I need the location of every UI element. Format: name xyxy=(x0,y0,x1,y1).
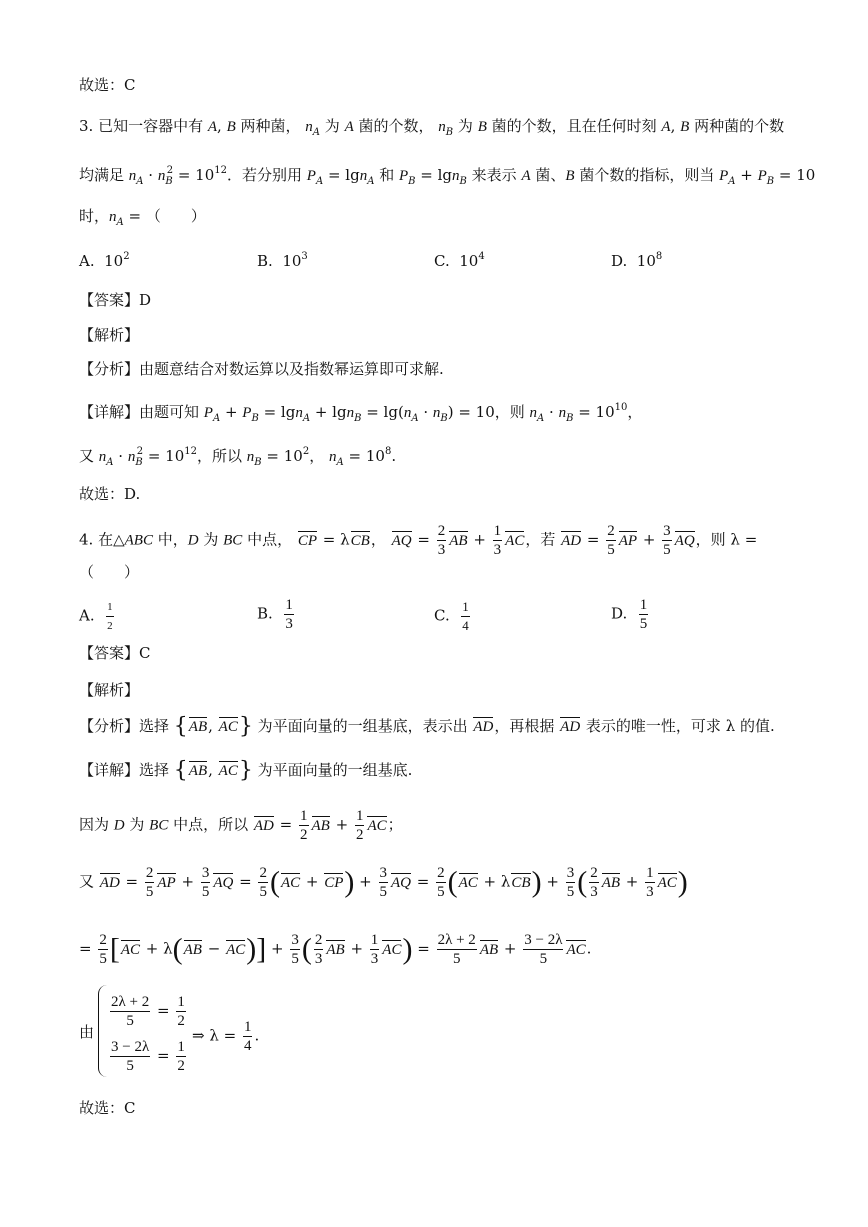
q3-analysis: 【分析】由题意结合对数运算以及指数幂运算即可求解. xyxy=(79,360,444,378)
q4-stem-line1: 4. 在△ABC 中，D 为 BC 中点， CP = λCB， AQ = $\frac{2}{3}$ AB + $\frac{1}{3}$ AC，若 AD = $\frac{2}{5}$ AP + $\frac{3}{5}$ AQ，则 λ = xyxy=(79,523,758,558)
q3-step2: 又 $n_A \cdot n_B^2 = 10^{12}$，所以 $n_B = 10^2$， $n_A = 10^8$. xyxy=(79,446,397,468)
q3-option-d: D. $10^8$ xyxy=(611,251,663,270)
q3-stem-line2: 均满足 $n_A \cdot n_B^2 = 10^{12}$．若分别用 $P_A = \lg n_A$ 和 $P_B = \lg n_B$ 来表示 A 菌、B 菌个数的指标，则当 $P_A + P_B = 10$ xyxy=(79,165,816,187)
q4-option-b: B. $\frac{1}{3}$ xyxy=(257,597,293,632)
q4-conclusion: 故选：C xyxy=(79,1099,136,1117)
q4-analysis: 【分析】选择 {AB, AC} 为平面向量的一组基底，表示出 AD，再根据 AD 表示的唯一性，可求 λ 的值. xyxy=(79,714,775,739)
q3-detail: 【详解】由题可知 $P_A + P_B = \lg n_A + \lg n_B = \lg(n_A \cdot n_B) = 10$，则 $n_A \cdot n_B = 10^{10}$， xyxy=(79,402,643,424)
q3-option-c: C. $10^4$ xyxy=(434,251,485,270)
q3-stem-line3: 时，$n_A$ = （ ） xyxy=(79,207,206,228)
q4-option-a: A. $\frac{1}{2}$ xyxy=(79,598,116,635)
q4-jiexi-heading: 【解析】 xyxy=(79,681,140,699)
q4-step2: 又 AD = $\frac{2}{5}$ AP + $\frac{3}{5}$ AQ = $\frac{2}{5}$ (AC + CP) + $\frac{3}{5}$ AQ = $\frac{2}{5}$ (AC + λCB) + $\frac{3}{5}$ ( $\frac{2}{3}$ AB + $\frac{1}{3}$ AC) xyxy=(79,865,688,900)
q3-jiexi-heading: 【解析】 xyxy=(79,326,140,344)
q4-answer: 【答案】C xyxy=(79,644,151,662)
q3-stem-line1: 3. 已知一容器中有 A, B 两种菌， $n_A$ 为 A 菌的个数， $n_B$ 为 B 菌的个数，且在任何时刻 A, B 两种菌的个数 xyxy=(79,117,785,138)
q4-eq1: $\frac{2\lambda + 2}{5}$ = $\frac{1}{2}$ xyxy=(111,994,185,1029)
q4-step3: = $\frac{2}{5}$ [AC + λ(AB − AC)] + $\frac{3}{5}$ ( $\frac{2}{3}$ AB + $\frac{1}{3}$ AC) = $\frac{2\lambda + 2}{5}$ AB + $\frac{3 - 2\lambda}{5}$ AC. xyxy=(79,932,592,967)
q4-result: ⇒ λ = $\frac{1}{4}$ . xyxy=(192,1019,260,1054)
q3-option-b: B. $10^3$ xyxy=(257,251,308,270)
q3-answer: 【答案】D xyxy=(79,291,152,309)
prev-answer: 故选：C xyxy=(79,76,136,94)
system-brace xyxy=(98,985,108,1077)
q4-detail: 【详解】选择 {AB, AC} 为平面向量的一组基底. xyxy=(79,758,413,783)
q4-eq2: $\frac{3 - 2\lambda}{5}$ = $\frac{1}{2}$ xyxy=(111,1039,185,1074)
q3-conclusion: 故选：D. xyxy=(79,485,141,503)
q4-system-prefix: 由 xyxy=(79,1023,95,1041)
q4-option-c: C. $\frac{1}{4}$ xyxy=(434,599,469,633)
q3-option-a: A. $10^2$ xyxy=(79,251,130,270)
q4-option-d: D. $\frac{1}{5}$ xyxy=(611,597,648,632)
q4-stem-line2: （ ） xyxy=(79,563,140,581)
q4-step1: 因为 D 为 BC 中点，所以 AD = $\frac{1}{2}$ AB + $\frac{1}{2}$ AC； xyxy=(79,808,403,843)
